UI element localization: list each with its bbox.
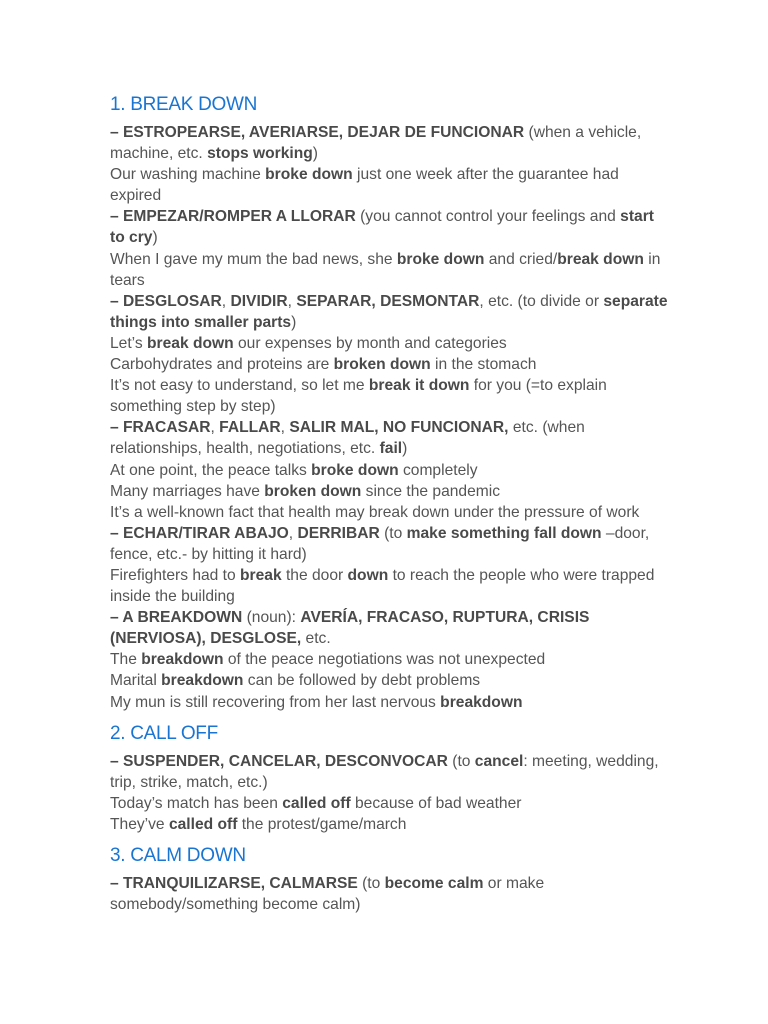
text-segment: Our washing machine xyxy=(110,166,266,184)
section-heading-break-down: 1. BREAK DOWN xyxy=(110,94,258,115)
bold-term: – TRANQUILIZARSE, CALMARSE xyxy=(110,875,358,892)
text-segment: Firefighters had to xyxy=(110,566,241,584)
bold-term: – FRACASAR xyxy=(110,419,211,437)
section-body-break-down xyxy=(110,122,670,713)
bold-term: breakdown xyxy=(161,672,244,690)
text-line xyxy=(110,354,670,375)
text-segment: , xyxy=(210,419,220,437)
bold-term: called off xyxy=(168,815,238,833)
bold-term: – ESTROPEARSE, AVERIARSE, DEJAR DE FUNCIONAR xyxy=(110,124,525,141)
bold-term: breakdown xyxy=(440,693,523,711)
text-segment: ) xyxy=(291,313,297,331)
text-segment: , xyxy=(221,292,231,310)
text-segment: It’s not easy to understand, so let me xyxy=(110,377,369,395)
bold-term: – A BREAKDOWN xyxy=(110,609,243,627)
text-segment: ) xyxy=(152,229,158,247)
bold-term: fail xyxy=(379,440,403,458)
text-line xyxy=(110,523,670,565)
text-segment: (you cannot control your feelings and xyxy=(355,208,621,226)
document-content xyxy=(110,92,670,915)
section-heading-call-off: 2. CALL OFF xyxy=(110,722,218,744)
text-segment: ) xyxy=(402,440,408,458)
text-line xyxy=(110,873,670,915)
text-segment: and cried/ xyxy=(484,250,558,268)
text-segment: , xyxy=(288,524,298,542)
bold-term: become calm xyxy=(384,875,484,892)
text-line xyxy=(110,417,670,459)
bold-term: broke down xyxy=(311,461,399,479)
text-line xyxy=(110,670,670,691)
text-line xyxy=(110,249,670,291)
text-segment: Let’s xyxy=(110,334,147,352)
text-line xyxy=(110,206,670,248)
bold-term: FALLAR xyxy=(219,419,281,437)
bold-term: breakdown xyxy=(141,651,224,669)
text-line xyxy=(110,481,670,502)
text-segment: since the pandemic xyxy=(361,482,501,500)
text-line xyxy=(110,122,670,164)
text-segment: –door, fence, etc.- by hitting it hard) xyxy=(110,524,650,563)
bold-term: broken down xyxy=(264,482,362,500)
bold-term: – SUSPENDER, CANCELAR, DESCONVOCAR xyxy=(110,752,448,770)
text-segment: (to xyxy=(357,875,385,892)
text-line xyxy=(110,793,670,814)
bold-term: start to cry xyxy=(110,208,654,247)
text-line xyxy=(110,375,670,417)
text-segment: At one point, the peace talks xyxy=(110,461,312,479)
text-segment: Carbohydrates and proteins are xyxy=(110,356,334,374)
text-line xyxy=(110,692,670,713)
bold-term: – ECHAR/TIRAR ABAJO xyxy=(110,524,289,542)
text-segment: in tears xyxy=(110,250,661,289)
bold-term: stops working xyxy=(207,145,313,163)
text-line xyxy=(110,649,670,670)
text-segment: , etc. (to divide or xyxy=(479,292,604,310)
bold-term: make something fall down xyxy=(406,524,602,542)
text-segment: of the peace negotiations was not unexpected xyxy=(223,651,546,669)
text-segment: (when a vehicle, machine, etc. xyxy=(110,124,642,163)
bold-term: cancel xyxy=(474,752,524,770)
text-line xyxy=(110,814,670,835)
text-segment: When I gave my mum the bad news, she xyxy=(110,250,397,268)
bold-term: DERRIBAR xyxy=(297,524,380,542)
bold-term: DIVIDIR xyxy=(230,292,288,310)
bold-term: down xyxy=(347,566,389,584)
bold-term: break xyxy=(240,566,282,584)
text-segment: Today’s match has been xyxy=(110,794,283,812)
bold-term: SEPARAR, DESMONTAR xyxy=(296,292,480,310)
text-segment: Many marriages have xyxy=(110,482,265,500)
text-line xyxy=(110,460,670,481)
bold-term: separate things into smaller parts xyxy=(110,292,668,331)
text-segment: They’ve xyxy=(110,815,169,833)
bold-term: broken down xyxy=(333,356,431,374)
bold-term: SALIR MAL, NO FUNCIONAR, xyxy=(289,419,509,437)
text-segment: The xyxy=(110,651,142,669)
text-segment: (noun): xyxy=(242,609,301,627)
text-segment: Marital xyxy=(110,672,162,690)
text-segment: , xyxy=(280,419,290,437)
text-segment: or make somebody/something become calm) xyxy=(110,875,545,914)
bold-term: – EMPEZAR/ROMPER A LLORAR xyxy=(110,208,356,226)
text-segment: our expenses by month and categories xyxy=(233,334,507,352)
text-line xyxy=(110,607,670,649)
text-segment: because of bad weather xyxy=(350,794,522,812)
section-body-calm-down xyxy=(110,873,670,915)
section-heading-calm-down: 3. CALM DOWN xyxy=(110,845,246,866)
text-line xyxy=(110,164,670,206)
bold-term: break down xyxy=(147,334,234,352)
text-segment: in the stomach xyxy=(430,356,537,374)
bold-term: break it down xyxy=(368,377,470,395)
text-segment: to reach the people who were trapped inside the building xyxy=(110,566,655,606)
text-line xyxy=(110,751,670,793)
text-segment: the door xyxy=(281,566,348,584)
text-line xyxy=(110,502,670,523)
text-segment: , xyxy=(287,292,297,310)
bold-term: broke down xyxy=(396,250,485,268)
bold-term: – DESGLOSAR xyxy=(110,292,222,310)
text-segment: : meeting, wedding, trip, strike, match, etc.) xyxy=(110,752,659,791)
text-segment: for you (=to explain something step by step) xyxy=(110,377,607,416)
text-segment: It’s a well-known fact that health may break down under the pressure of work xyxy=(110,503,640,521)
bold-term: AVERÍA, FRACASO, RUPTURA, CRISIS (NERVIOSA), DESGLOSE, xyxy=(110,609,590,648)
text-segment: (to xyxy=(447,752,475,770)
text-line xyxy=(110,291,670,333)
bold-term: break down xyxy=(557,250,644,268)
text-segment: just one week after the guarantee had expired xyxy=(110,166,619,205)
text-segment: etc. (when relationships, health, negotiations, etc. xyxy=(110,419,585,458)
text-segment: completely xyxy=(398,461,478,479)
text-segment: My mun is still recovering from her last nervous xyxy=(110,693,441,711)
text-segment: ) xyxy=(312,145,318,163)
text-segment: the protest/game/march xyxy=(237,815,407,833)
text-line xyxy=(110,565,670,607)
section-body-call-off xyxy=(110,751,670,835)
text-segment: can be followed by debt problems xyxy=(243,672,481,690)
text-line xyxy=(110,333,670,354)
text-segment: (to xyxy=(379,524,407,542)
bold-term: called off xyxy=(282,794,351,812)
text-segment: etc. xyxy=(301,630,331,648)
bold-term: broke down xyxy=(265,166,353,184)
